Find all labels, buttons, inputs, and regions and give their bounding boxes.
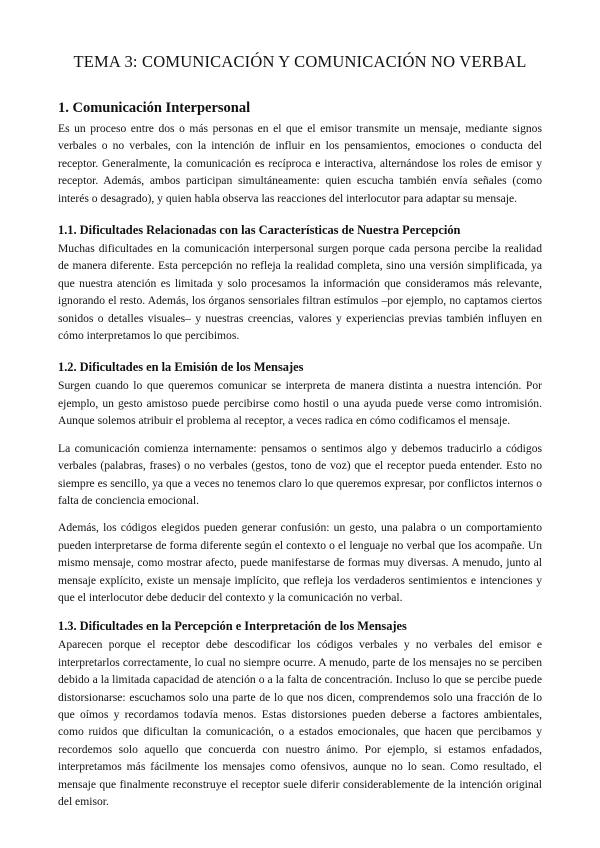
section-paragraph: Es un proceso entre dos o más personas en el que el emisor transmite un mensaje, mediante signos verbales o no verbales, con la intención de influir en los pensamientos, emociones o conducta del receptor. Generalmente, la comunicación es recíproca e interactiva, alternándose los roles de emisor y receptor. Además, ambos participan simultáneamente: quien escucha también envía señales (como interés o desagrado), y quien habla observa las reacciones del interlocutor para adaptar su mensaje. — [58, 122, 542, 205]
subsection-heading-emision: 1.2. Dificultades en la Emisión de los Mensajes — [58, 360, 304, 375]
subsection-paragraph: Surgen cuando lo que queremos comunicar se interpreta de manera distinta a nuestra intención. Por ejemplo, un gesto amistoso puede percibirse como hostil o una ayuda puede verse como intromisión. Aunque solemos atribuir el problema al receptor, a veces radica en cómo codificamos el mensaje. — [58, 379, 542, 428]
subsection-paragraph: Muchas dificultades en la comunicación interpersonal surgen porque cada persona percibe la realidad de manera diferente. Esta percepción no refleja la realidad completa, sino una versión simplificada, ya que nuestra atención es limitada y solo procesamos la información que consideramos más relevante, ignorando el resto. Además, los órganos sensoriales filtran estímulos –por ejemplo, no captamos ciertos sonidos o detalles visuales– y nuestras creencias, valores y experiencias previas también influyen en cómo interpretamos lo que percibimos. — [58, 242, 542, 343]
subsection-paragraph: La comunicación comienza internamente: pensamos o sentimos algo y debemos traducirlo a códigos verbales (palabras, frases) o no verbales (gestos, tono de voz) que el receptor pueda entender. Esto no siempre es sencillo, ya que a veces no tenemos claro lo que queremos expresar, por conflictos internos o falta de conciencia emocional. — [58, 441, 542, 507]
subsection-heading-interpretacion: 1.3. Dificultades en la Percepción e Interpretación de los Mensajes — [58, 619, 407, 634]
subsection-heading-percepcion: 1.1. Dificultades Relacionadas con las Características de Nuestra Percepción — [58, 223, 461, 238]
document-title: TEMA 3: COMUNICACIÓN Y COMUNICACIÓN NO VERBAL — [73, 52, 527, 71]
subsection-paragraph: Aparecen porque el receptor debe descodificar los códigos verbales y no verbales del emisor e interpretarlos correctamente, lo cual no siempre ocurre. A menudo, parte de los mensajes no se perciben debido a la limitada capacidad de atención o a la falta de concentración. Incluso lo que se percibe puede distorsionarse: escuchamos solo una parte de lo que nos dicen, comprendemos solo una fracción de lo que oímos y recordamos todavía menos. Estas distorsiones pueden deberse a factores ambientales, como ruidos que dificultan la comunicación, o a estados emocionales, que hacen que percibamos y recordemos solo aquello que concuerda con nuestro ánimo. Por ejemplo, si estamos enfadados, interpretamos más fácilmente los mensajes como ofensivos, aunque no lo sean. Como resultado, el mensaje que finalmente reconstruye el receptor suele diferir considerablemente de la intención original del emisor. — [58, 638, 542, 808]
section-heading-comunicacion-interpersonal: 1. Comunicación Interpersonal — [58, 100, 251, 116]
subsection-paragraph: Además, los códigos elegidos pueden generar confusión: un gesto, una palabra o un comportamiento pueden interpretarse de forma diferente según el contexto o el lenguaje no verbal que los acompañe. Un mismo mensaje, como mostrar afecto, puede manifestarse de formas muy diversas. A menudo, junto al mensaje explícito, existe un mensaje implícito, que refleja los verdaderos sentimientos e intenciones y que el interlocutor debe deducir del contexto y la comunicación no verbal. — [58, 521, 542, 604]
